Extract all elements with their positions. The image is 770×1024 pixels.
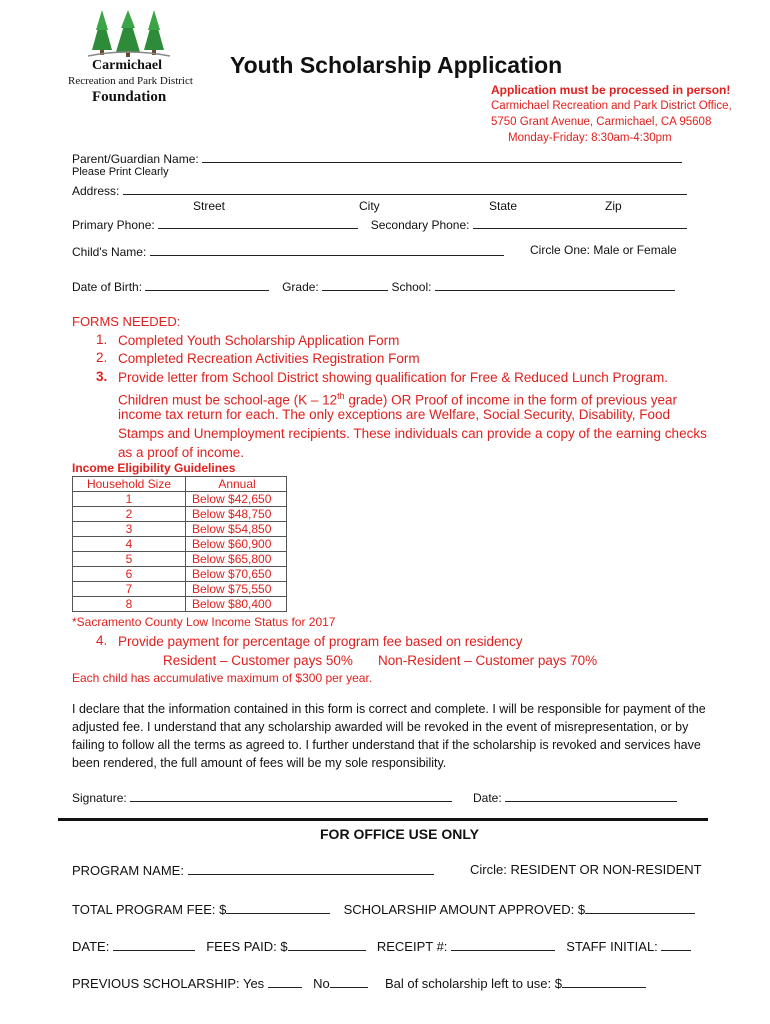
income-table-row xyxy=(73,507,287,522)
income-table-row xyxy=(73,522,287,537)
income-table-header xyxy=(73,477,287,492)
income-table-row xyxy=(73,492,287,507)
household-size-cell: 7 xyxy=(73,582,186,597)
signature-date-row xyxy=(473,789,677,805)
income-table-row xyxy=(73,582,287,597)
logo-line1: Carmichael xyxy=(92,58,162,73)
income-table-row xyxy=(73,567,287,582)
signature-date-field[interactable] xyxy=(505,789,677,802)
balance-field[interactable] xyxy=(562,975,646,988)
program-name-field[interactable] xyxy=(188,862,434,875)
dob-row xyxy=(72,278,675,294)
receipt-field[interactable] xyxy=(451,938,555,951)
total-fee-label: TOTAL PROGRAM FEE: $ xyxy=(72,902,227,917)
child-row xyxy=(72,243,504,259)
payment-item4-num: 4. xyxy=(96,633,108,648)
forms-item1: Completed Youth Scholarship Application Form xyxy=(118,333,400,348)
office-date-field[interactable] xyxy=(113,938,195,951)
annual-income-cell: Below $80,400 xyxy=(186,597,287,612)
logo-line2: Recreation and Park District xyxy=(68,75,193,87)
forms-item3-num: 3. xyxy=(96,369,108,384)
resident-rate: Resident – Customer pays 50% xyxy=(163,653,353,668)
signature-date-label: Date: xyxy=(473,791,502,805)
section-divider xyxy=(58,818,708,821)
signature-row xyxy=(72,789,452,805)
primary-phone-label: Primary Phone: xyxy=(72,218,155,232)
receipt-row xyxy=(72,938,691,954)
address-street-hint: Street xyxy=(193,199,226,213)
annual-income-cell: Below $70,650 xyxy=(186,567,287,582)
address-zip-hint: Zip xyxy=(605,199,622,213)
address-row xyxy=(72,182,687,198)
parent-name-label: Parent/Guardian Name: xyxy=(72,152,199,166)
child-name-label: Child's Name: xyxy=(72,245,147,259)
forms-item3-line1: Provide letter from School District showing qualification for Free & Reduced Lunch Program. xyxy=(118,370,668,385)
dob-label: Date of Birth: xyxy=(72,280,143,294)
previous-yes-label[interactable]: PREVIOUS SCHOLARSHIP: Yes xyxy=(72,976,265,991)
school-field[interactable] xyxy=(435,278,675,291)
scholarship-amount-label: SCHOLARSHIP AMOUNT APPROVED: $ xyxy=(343,902,586,917)
notice-hours: Monday-Friday: 8:30am-4:30pm xyxy=(508,132,672,144)
staff-initial-field[interactable] xyxy=(661,938,691,951)
declaration-line3: failing to follow all the terms as agreed to. I further understand that if the scholarship is revoked and services have xyxy=(72,738,701,752)
fees-paid-label: FEES PAID: $ xyxy=(206,939,288,954)
forms-item3-line2a: Children must be school-age (K – 12 xyxy=(118,392,338,408)
forms-item3-sup: th xyxy=(337,391,345,401)
forms-heading: FORMS NEEDED: xyxy=(72,314,181,329)
signature-label: Signature: xyxy=(72,791,127,805)
program-name-label: PROGRAM NAME: xyxy=(72,863,184,878)
forms-item3-line5: as a proof of income. xyxy=(118,445,245,460)
household-size-cell: 5 xyxy=(73,552,186,567)
income-footnote: *Sacramento County Low Income Status for 2017 xyxy=(72,615,336,629)
household-size-cell: 2 xyxy=(73,507,186,522)
address-field[interactable] xyxy=(123,182,687,195)
annual-income-cell: Below $54,850 xyxy=(186,522,287,537)
balance-label: Bal of scholarship left to use: $ xyxy=(384,976,562,991)
declaration-line2: adjusted fee. I understand that any scholarship awarded will be revoked in the event of misrepresentation, or by xyxy=(72,720,689,734)
annual-income-cell: Below $48,750 xyxy=(186,507,287,522)
nonresident-rate: Non-Resident – Customer pays 70% xyxy=(378,653,598,668)
income-col-household: Household Size xyxy=(73,477,186,492)
pine-trees-icon xyxy=(88,10,170,58)
household-size-cell: 6 xyxy=(73,567,186,582)
primary-phone-field[interactable] xyxy=(158,216,358,229)
declaration-line1: I declare that the information contained in this form is correct and complete. I will be responsible for payment of the xyxy=(72,702,706,716)
forms-item3-line3: income tax return for each. The only exceptions are Welfare, Social Security, Disability, Food xyxy=(118,407,671,422)
income-table-row xyxy=(73,537,287,552)
fee-row xyxy=(72,901,695,917)
payment-item4: Provide payment for percentage of program fee based on residency xyxy=(118,634,523,649)
signature-field[interactable] xyxy=(130,789,452,802)
income-heading: Income Eligibility Guidelines xyxy=(72,461,236,475)
office-heading: FOR OFFICE USE ONLY xyxy=(320,826,479,842)
annual-income-cell: Below $60,900 xyxy=(186,537,287,552)
page-title: Youth Scholarship Application xyxy=(230,52,563,78)
secondary-phone-field[interactable] xyxy=(473,216,687,229)
previous-no-field[interactable] xyxy=(330,975,368,988)
notice-heading: Application must be processed in person! xyxy=(491,83,731,97)
annual-income-cell: Below $75,550 xyxy=(186,582,287,597)
secondary-phone-label: Secondary Phone: xyxy=(370,218,470,232)
notice-address-1: Carmichael Recreation and Park District Office, xyxy=(491,100,732,112)
logo-line3: Foundation xyxy=(92,89,167,105)
grade-label: Grade: xyxy=(282,280,319,294)
forms-item2-num: 2. xyxy=(96,350,108,365)
household-size-cell: 8 xyxy=(73,597,186,612)
scholarship-amount-field[interactable] xyxy=(585,901,695,914)
child-name-field[interactable] xyxy=(150,243,504,256)
program-row xyxy=(72,862,434,878)
previous-no-label[interactable]: No xyxy=(313,976,330,991)
gender-circle[interactable]: Circle One: Male or Female xyxy=(530,243,677,257)
grade-field[interactable] xyxy=(322,278,388,291)
school-label: School: xyxy=(391,280,432,294)
fees-paid-field[interactable] xyxy=(288,938,366,951)
forms-item1-num: 1. xyxy=(96,332,108,347)
income-table xyxy=(72,476,287,612)
annual-income-cell: Below $42,650 xyxy=(186,492,287,507)
annual-income-cell: Below $65,800 xyxy=(186,552,287,567)
print-clearly-note: Please Print Clearly xyxy=(72,166,169,178)
parent-row xyxy=(72,150,682,166)
phone-row xyxy=(72,216,687,232)
forms-item3-line2b: grade) OR Proof of income in the form of previous year xyxy=(344,392,678,408)
forms-item3-line4: Stamps and Unemployment recipients. These individuals can provide a copy of the earning checks xyxy=(118,426,707,441)
max-note: Each child has accumulative maximum of $300 per year. xyxy=(72,671,373,685)
parent-name-field[interactable] xyxy=(202,150,682,163)
address-label: Address: xyxy=(72,184,120,198)
address-city-hint: City xyxy=(359,199,380,213)
income-table-row xyxy=(73,597,287,612)
previous-yes-field[interactable] xyxy=(268,975,302,988)
income-col-annual: Annual xyxy=(186,477,287,492)
household-size-cell: 4 xyxy=(73,537,186,552)
office-date-label: DATE: xyxy=(72,939,110,954)
declaration-line4: been rendered, the full amount of fees will be my sole responsibility. xyxy=(72,756,447,770)
previous-scholarship-row xyxy=(72,975,646,991)
forms-item2: Completed Recreation Activities Registration Form xyxy=(118,351,420,366)
address-state-hint: State xyxy=(489,199,518,213)
total-fee-field[interactable] xyxy=(226,901,330,914)
dob-field[interactable] xyxy=(145,278,269,291)
household-size-cell: 1 xyxy=(73,492,186,507)
receipt-label: RECEIPT #: xyxy=(376,939,448,954)
staff-initial-label: STAFF INITIAL: xyxy=(566,939,658,954)
residency-circle[interactable]: Circle: RESIDENT OR NON-RESIDENT xyxy=(470,862,702,877)
income-table-row xyxy=(73,552,287,567)
notice-address-2: 5750 Grant Avenue, Carmichael, CA 95608 xyxy=(491,116,712,128)
household-size-cell: 3 xyxy=(73,522,186,537)
